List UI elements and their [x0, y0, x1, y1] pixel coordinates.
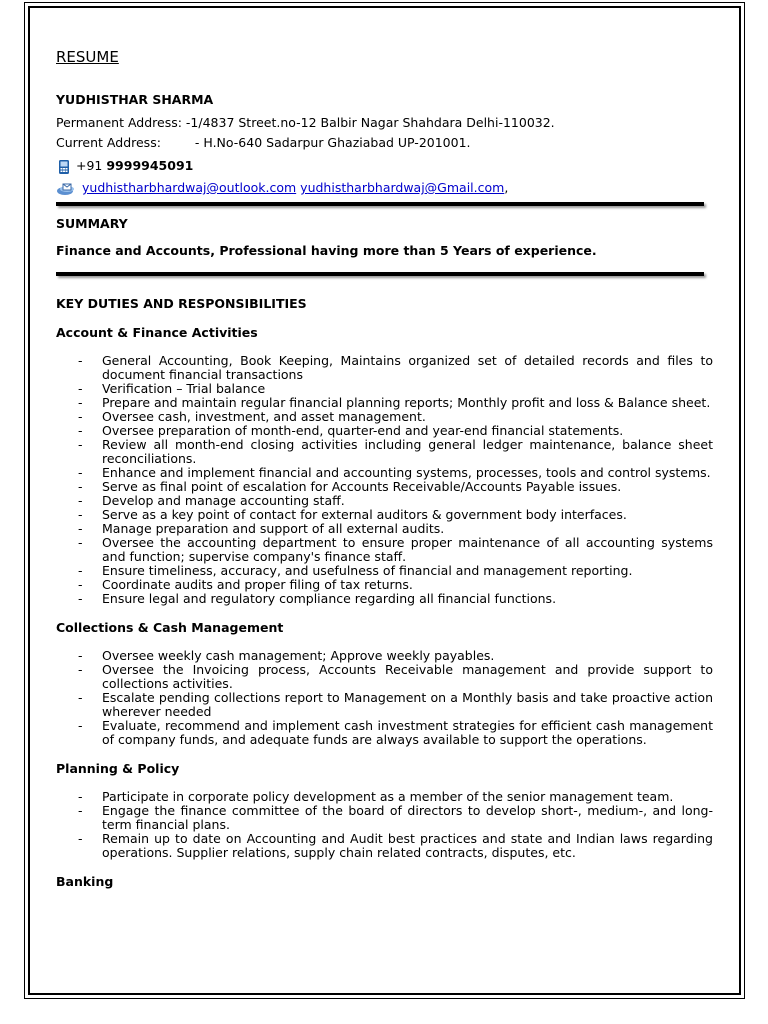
phone-prefix: +91	[76, 158, 107, 173]
email-link-gmail[interactable]: yudhistharbhardwaj@Gmail.com	[300, 180, 505, 195]
collections-list	[56, 649, 713, 747]
list-item: - Prepare and maintain regular financial planning reports; Monthly profit and loss & Balance sheet.	[56, 396, 713, 410]
list-item: - General Accounting, Book Keeping, Maintains organized set of detailed records and files to document financial transactions	[56, 354, 713, 382]
list-item: - Oversee preparation of month-end, quarter-end and year-end financial statements.	[56, 424, 713, 438]
section-heading-account-finance: Account & Finance Activities	[56, 325, 258, 340]
list-item: - Oversee the Invoicing process, Accounts Receivable management and provide support to collections activities.	[56, 663, 713, 691]
email-icon	[56, 181, 76, 195]
summary-text: Finance and Accounts, Professional having more than 5 Years of experience.	[56, 243, 597, 258]
section-heading-collections: Collections & Cash Management	[56, 620, 284, 635]
section-heading-planning-policy: Planning & Policy	[56, 761, 180, 776]
phone-number: 9999945091	[106, 158, 194, 173]
resume-body	[56, 48, 713, 903]
list-item: - Remain up to date on Accounting and Audit best practices and state and Indian laws regarding operations. Supplier relations, supply chain related contracts, disputes, etc.	[56, 832, 713, 860]
summary-heading: SUMMARY	[56, 216, 128, 231]
list-item: - Coordinate audits and proper filing of tax returns.	[56, 578, 713, 592]
email-link-outlook[interactable]: yudhistharbhardwaj@outlook.com	[82, 180, 297, 195]
list-item: - Participate in corporate policy development as a member of the senior management team.	[56, 790, 713, 804]
divider-1	[56, 202, 704, 206]
permanent-address: Permanent Address: -1/4837 Street.no-12 Balbir Nagar Shahdara Delhi-110032.	[56, 115, 555, 130]
phone-row	[56, 155, 713, 177]
list-item: - Oversee weekly cash management; Approve weekly payables.	[56, 649, 713, 663]
list-item: - Verification – Trial balance	[56, 382, 713, 396]
email-row	[56, 177, 713, 199]
resume-title: RESUME	[56, 48, 119, 66]
list-item: - Serve as a key point of contact for external auditors & government body interfaces.	[56, 508, 713, 522]
list-item: - Oversee the accounting department to ensure proper maintenance of all accounting systems and function; supervise company's finance staff.	[56, 536, 713, 564]
list-item: - Escalate pending collections report to Management on a Monthly basis and take proactive action wherever needed	[56, 691, 713, 719]
current-address-label: Current Address:	[56, 135, 161, 150]
key-duties-heading: KEY DUTIES AND RESPONSIBILITIES	[56, 296, 307, 311]
planning-policy-list	[56, 790, 713, 860]
account-finance-list	[56, 354, 713, 606]
list-item: - Ensure legal and regulatory compliance regarding all financial functions.	[56, 592, 713, 606]
list-item: - Engage the finance committee of the board of directors to develop short-, medium-, and long-term financial plans.	[56, 804, 713, 832]
list-item: - Evaluate, recommend and implement cash investment strategies for efficient cash management of company funds, and adequate funds are always available to support the operations.	[56, 719, 713, 747]
current-address	[56, 133, 713, 153]
list-item: - Ensure timeliness, accuracy, and usefulness of financial and management reporting.	[56, 564, 713, 578]
list-item: - Enhance and implement financial and accounting systems, processes, tools and control systems.	[56, 466, 713, 480]
divider-2	[56, 272, 704, 276]
list-item: - Oversee cash, investment, and asset management.	[56, 410, 713, 424]
phone-icon	[58, 159, 70, 173]
list-item: - Develop and manage accounting staff.	[56, 494, 713, 508]
list-item: - Review all month-end closing activities including general ledger maintenance, balance sheet reconciliations.	[56, 438, 713, 466]
list-item: - Serve as final point of escalation for Accounts Receivable/Accounts Payable issues.	[56, 480, 713, 494]
email-separator: ,	[504, 180, 509, 195]
candidate-name: YUDHISTHAR SHARMA	[56, 92, 214, 107]
current-address-value: - H.No-640 Sadarpur Ghaziabad UP-201001.	[194, 135, 471, 150]
section-heading-banking: Banking	[56, 874, 114, 889]
list-item: - Manage preparation and support of all external audits.	[56, 522, 713, 536]
